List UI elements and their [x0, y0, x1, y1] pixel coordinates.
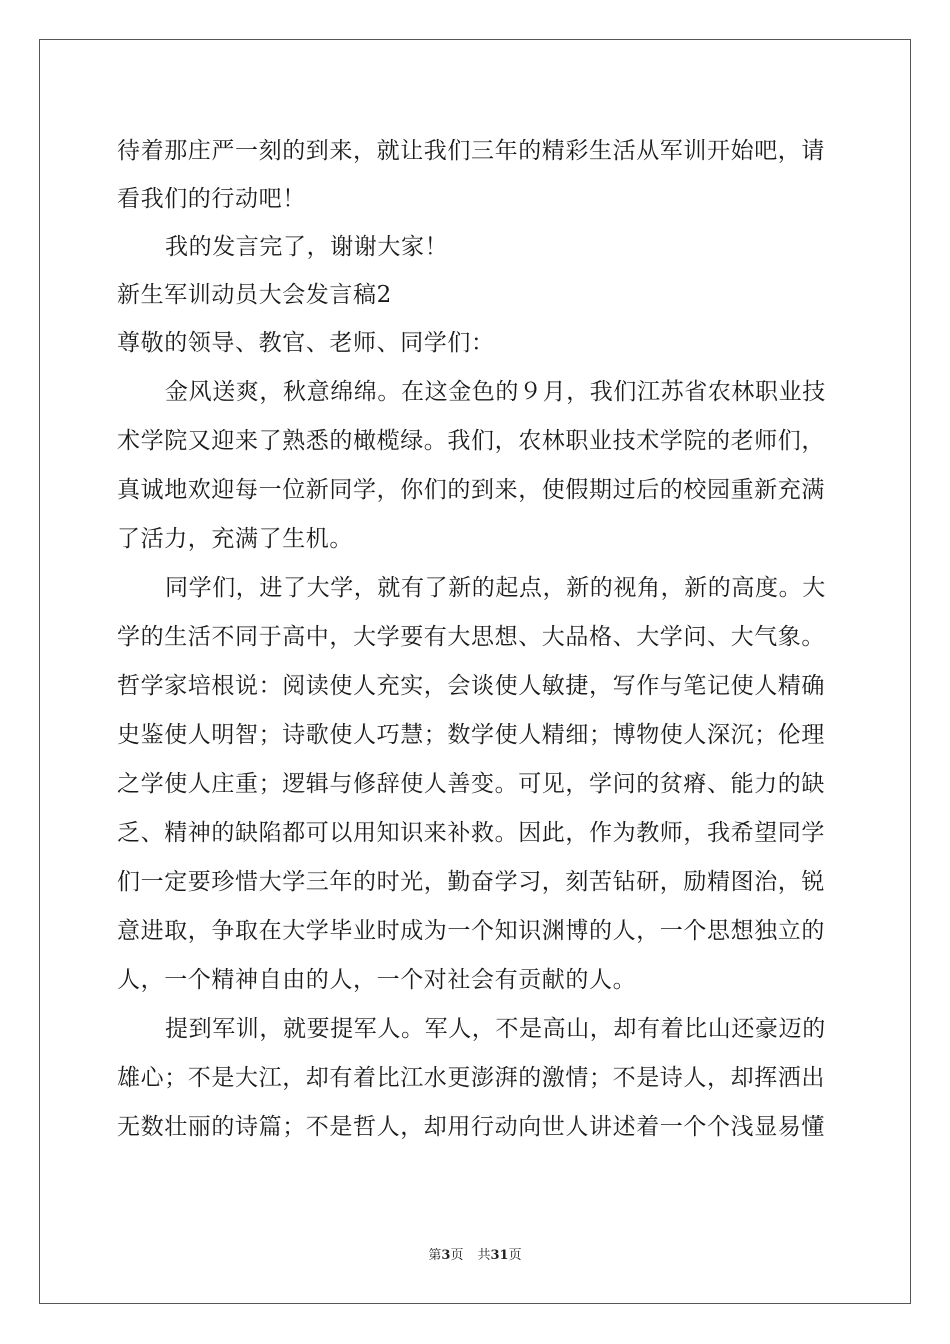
paragraph-line: 待着那庄严一刻的到来，就让我们三年的精彩生活从军训开始吧，请 [117, 138, 825, 164]
paragraph-line: 哲学家培根说：阅读使人充实，会谈使人敏捷，写作与笔记使人精确 [117, 673, 825, 699]
current-page-number: 3 [441, 1248, 451, 1263]
paragraph-line: 学的生活不同于高中，大学要有大思想、大品格、大学问、大气象。 [117, 624, 825, 650]
page-footer [0, 1247, 950, 1265]
paragraph-line: 了活力，充满了生机。 [117, 526, 353, 552]
paragraph-line: 乏、精神的缺陷都可以用知识来补救。因此，作为教师，我希望同学 [117, 820, 825, 846]
paragraph-line: 意进取，争取在大学毕业时成为一个知识渊博的人，一个思想独立的 [117, 918, 825, 944]
total-page-count: 31 [490, 1248, 509, 1263]
section-heading: 新生军训动员大会发言稿2 [117, 282, 392, 308]
paragraph-line: 金风送爽，秋意绵绵。在这金色的９月，我们江苏省农林职业技 [165, 379, 826, 405]
paragraph-line: 雄心；不是大江，却有着比江水更澎湃的激情；不是诗人，却挥洒出 [117, 1065, 825, 1091]
paragraph-line: 真诚地欢迎每一位新同学，你们的到来，使假期过后的校园重新充满 [117, 477, 825, 503]
salutation: 尊敬的领导、教官、老师、同学们： [117, 330, 495, 356]
paragraph-line: 术学院又迎来了熟悉的橄榄绿。我们，农林职业技术学院的老师们， [117, 428, 825, 454]
paragraph-line: 提到军训，就要提军人。军人，不是高山，却有着比山还豪迈的 [165, 1016, 826, 1042]
paragraph-line: 同学们，进了大学，就有了新的起点，新的视角，新的高度。大 [165, 575, 826, 601]
page-number-suffix: 页 [450, 1248, 464, 1263]
paragraph-line: 史鉴使人明智；诗歌使人巧慧；数学使人精细；博物使人深沉；伦理 [117, 722, 825, 748]
paragraph-line: 看我们的行动吧！ [117, 186, 306, 212]
paragraph-line: 之学使人庄重；逻辑与修辞使人善变。可见，学问的贫瘠、能力的缺 [117, 771, 825, 797]
total-pages-prefix: 共 [477, 1248, 491, 1263]
page-number-prefix: 第 [428, 1248, 442, 1263]
paragraph-line: 无数壮丽的诗篇；不是哲人，却用行动向世人讲述着一个个浅显易懂 [117, 1114, 825, 1140]
paragraph-line: 我的发言完了，谢谢大家！ [165, 234, 449, 260]
paragraph-line: 人，一个精神自由的人，一个对社会有贡献的人。 [117, 967, 637, 993]
total-pages-suffix: 页 [508, 1248, 522, 1263]
paragraph-line: 们一定要珍惜大学三年的时光，勤奋学习，刻苦钻研，励精图治，锐 [117, 869, 825, 895]
